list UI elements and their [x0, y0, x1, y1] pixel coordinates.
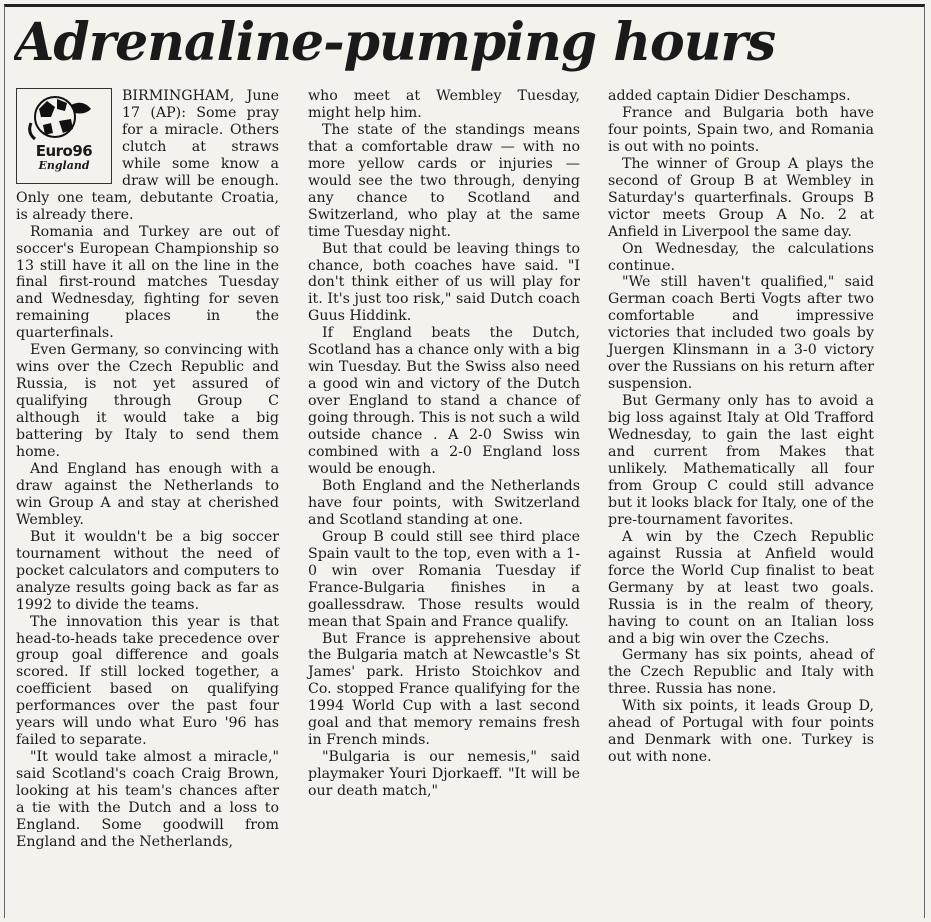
paragraph: "Bulgaria is our nemesis," said playmaker Youri Djorkaeff. "It will be our death match,": [308, 749, 580, 800]
paragraph: But that could be leaving things to chance, both coaches have said. "I don't think either of us will play for it. It's just too risk," said Dutch coach Guus Hiddink.: [308, 240, 580, 325]
paragraph: With six points, it leads Group D, ahead of Portugal with four points and Denmark with one. Turkey is out with none.: [608, 698, 874, 766]
paragraph: But Germany only has to avoid a big loss against Italy at Old Trafford Wednesday, to gain the last eight and current from Makes that unlikely. Mathematically all four from Group C could still advance but it looks black for Italy, one of the pre-tournament favorites.: [608, 393, 874, 528]
paragraph: But it wouldn't be a big soccer tournament without the need of pocket calculators and computers to analyze results going back as far as 1992 to divide the teams.: [16, 528, 279, 613]
logo-subtext: England: [38, 159, 90, 172]
dateline: BIRMINGHAM,: [122, 88, 235, 104]
paragraph: Romania and Turkey are out of soccer's European Championship so 13 still have it all on the line in the final first-round matches Tuesday and Wednesday, fighting for seven remaining places in the quarterfinals.: [16, 223, 279, 342]
logo-text: Euro96: [35, 142, 93, 160]
paragraph: And England has enough with a draw against the Netherlands to win Group A and stay at cherished Wembley.: [16, 460, 279, 528]
column-3: [608, 88, 874, 766]
euro96-logo: [16, 88, 112, 184]
headline: Adrenaline-pumping hours: [14, 12, 776, 73]
soccer-ball-icon: [25, 93, 103, 145]
paragraph: Germany has six points, ahead of the Czech Republic and Italy with three. Russia has none.: [608, 647, 874, 698]
column-2: [308, 88, 580, 800]
column-1: [16, 88, 279, 851]
paragraph: The state of the standings means that a comfortable draw — with no more yellow cards or injuries — would see the two through, denying any chance to Scotland and Switzerland, who play at the same time Tuesday night.: [308, 121, 580, 240]
paragraph: A win by the Czech Republic against Russia at Anfield would force the World Cup finalist to beat Germany by at least two goals. Russia is in the realm of theory, having to count on an Italian loss and a big win over the Czechs.: [608, 528, 874, 647]
paragraph: Both England and the Netherlands have four points, with Switzerland and Scotland standing at one.: [308, 477, 580, 528]
paragraph: France and Bulgaria both have four points, Spain two, and Romania is out with no points.: [608, 104, 874, 155]
paragraph: If England beats the Dutch, Scotland has a chance only with a big win Tuesday. But the Swiss also need a good win and victory of the Dutch over England to stand a chance of going through. This is not such a wild outside chance . A 2-0 Swiss win combined with a 2-0 England loss would be enough.: [308, 325, 580, 477]
paragraph: On Wednesday, the calculations continue.: [608, 240, 874, 274]
paragraph: "We still haven't qualified," said German coach Berti Vogts after two comfortable and impressive victories that included two goals by Juergen Klinsmann in a 3-0 victory over the Russians on his return after suspension.: [608, 274, 874, 393]
paragraph: BIRMINGHAM, June 17 (AP): Some pray for a miracle. Others clutch at straws while some know a draw will be enough. Only one team, debutante Croatia, is already there.: [16, 88, 279, 223]
paragraph: added captain Didier Deschamps.: [608, 88, 851, 104]
paragraph: "It would take almost a miracle," said Scotland's coach Craig Brown, looking at his team's chances after a tie with the Dutch and a loss to England. Some goodwill from England and the Netherlands,: [16, 749, 279, 850]
paragraph: Group B could still see third place Spain vault to the top, even with a 1-0 win over Romania Tuesday if France-Bulgaria finishes in a goallessdraw. Those results would mean that Spain and France qualify.: [308, 528, 580, 630]
paragraph: But France is apprehensive about the Bulgaria match at Newcastle's St James' park. Hristo Stoichkov and Co. stopped France qualifying for the 1994 World Cup with a last second goal and that memory remains fresh in French minds.: [308, 630, 580, 749]
paragraph: The innovation this year is that head-to-heads take precedence over group goal difference and goals scored. If still locked together, a coefficient based on qualifying performances over the past four years will undo what Euro '96 has failed to separate.: [16, 613, 279, 749]
paragraph: Even Germany, so convincing with wins over the Czech Republic and Russia, is not yet assured of qualifying through Group C although it would take a big battering by Italy to send them home.: [16, 342, 279, 461]
paragraph: The winner of Group A plays the second of Group B at Wembley in Saturday's quarterfinals. Groups B victor meets Group A No. 2 at Anfield in Liverpool the same day.: [608, 155, 874, 240]
paragraph: who meet at Wembley Tuesday, might help him.: [308, 88, 580, 121]
